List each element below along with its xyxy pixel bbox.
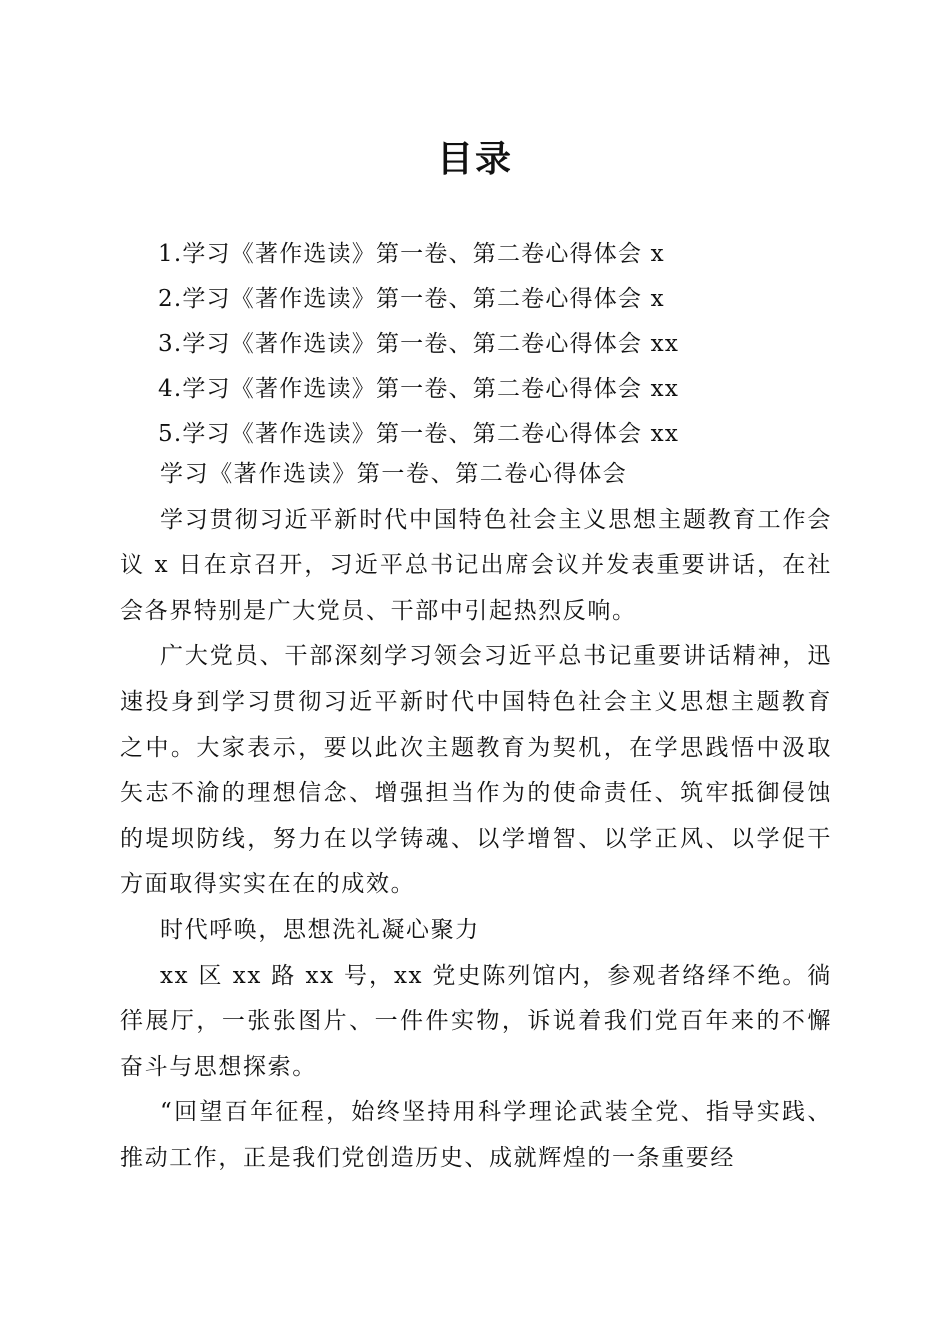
page-title: 目录 (436, 138, 513, 180)
paragraph: xx 区 xx 路 xx 号，xx 党史陈列馆内，参观者络绎不绝。徜徉展厅，一张张图片、一件件实物，诉说着我们党百年来的不懈奋斗与思想探索。 (120, 962, 832, 1080)
table-of-contents (158, 232, 838, 457)
toc-item-3[interactable]: 3.学习《著作选读》第一卷、第二卷心得体会 xx (158, 331, 679, 357)
toc-item-2[interactable]: 2.学习《著作选读》第一卷、第二卷心得体会 x (158, 286, 665, 312)
paragraph: 学习贯彻习近平新时代中国特色社会主义思想主题教育工作会议 x 日在京召开，习近平总书记出席会议并发表重要讲话，在社会各界特别是广大党员、干部中引起热烈反响。 (120, 506, 832, 624)
toc-item-4[interactable]: 4.学习《著作选读》第一卷、第二卷心得体会 xx (158, 376, 679, 402)
section-heading: 时代呼唤，思想洗礼凝心聚力 (160, 916, 480, 943)
toc-item-5[interactable]: 5.学习《著作选读》第一卷、第二卷心得体会 xx (158, 421, 679, 447)
article-title: 学习《著作选读》第一卷、第二卷心得体会 (160, 461, 628, 487)
paragraph: “回望百年征程，始终坚持用科学理论武装全党、指导实践、推动工作，正是我们党创造历史、成就辉煌的一条重要经 (120, 1099, 832, 1171)
article-body (120, 452, 832, 1182)
paragraph: 广大党员、干部深刻学习领会习近平总书记重要讲话精神，迅速投身到学习贯彻习近平新时代中国特色社会主义思想主题教育之中。大家表示，要以此次主题教育为契机，在学思践悟中汲取矢志不渝的理想信念、增强担当作为的使命责任、筑牢抵御侵蚀的堤坝防线，努力在以学铸魂、以学增智、以学正风、以学促干方面取得实实在在的成效。 (120, 643, 832, 898)
toc-item-1[interactable]: 1.学习《著作选读》第一卷、第二卷心得体会 x (158, 241, 665, 267)
